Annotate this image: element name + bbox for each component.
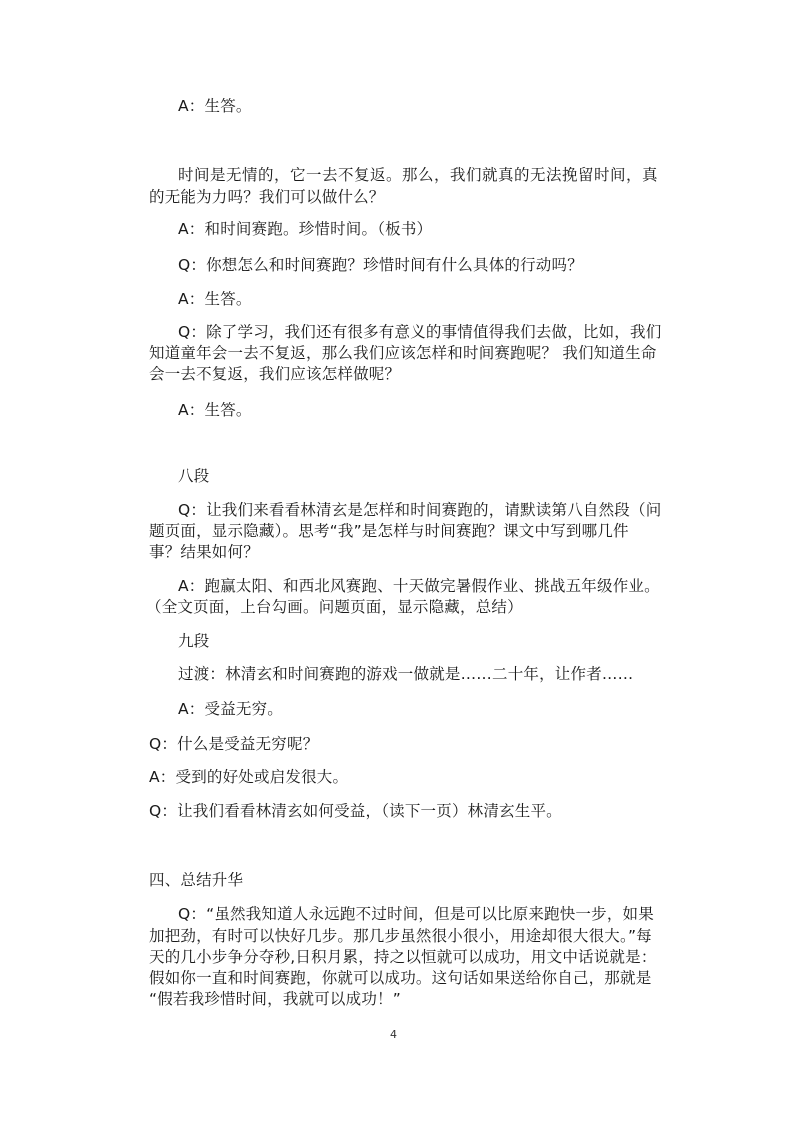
text-line: 过渡：林清玄和时间赛跑的游戏一做就是……二十年，让作者…… xyxy=(178,665,634,683)
text-line: 加把劲，有时可以快好几步。那几步虽然很小很小，用途却很大很大。”每 xyxy=(149,927,652,945)
text-line: A：跑赢太阳、和西北风赛跑、十天做完暑假作业、挑战五年级作业。 xyxy=(178,577,660,595)
text-line: Q：“虽然我知道人永远跑不过时间，但是可以比原来跑快一步，如果 xyxy=(178,905,654,923)
text-line: A：受到的好处或启发很大。 xyxy=(149,768,349,786)
text-line: 的无能为力吗？我们可以做什么？ xyxy=(149,188,385,206)
text-line: （全文页面，上台勾画。问题页面，显示隐藏，总结） xyxy=(146,598,523,616)
text-line: A：和时间赛跑。珍惜时间。（板书） xyxy=(178,220,433,238)
page-number: 4 xyxy=(390,1028,397,1041)
text-line: 事？结果如何？ xyxy=(149,543,259,561)
text-line: A：生答。 xyxy=(178,401,252,419)
text-line: 时间是无情的，它一去不复返。那么，我们就真的无法挽留时间，真 xyxy=(178,166,659,184)
text-line: Q：让我们看看林清玄如何受益，（读下一页）林清玄生平。 xyxy=(149,802,562,820)
text-line: Q：让我们来看看林清玄是怎样和时间赛跑的，请默读第八自然段（问 xyxy=(178,501,662,519)
text-line: Q：什么是受益无穷呢？ xyxy=(149,735,319,753)
text-line: “假若我珍惜时间，我就可以成功！” xyxy=(149,990,401,1008)
text-line: Q：你想怎么和时间赛跑？珍惜时间有什么具体的行动吗？ xyxy=(178,256,583,274)
section-heading: 四、总结升华 xyxy=(149,871,244,889)
text-line: A：生答。 xyxy=(178,290,252,308)
text-line: 假如你一直和时间赛跑，你就可以成功。这句话如果送给你自己，那就是 xyxy=(149,969,652,987)
text-line: 题页面，显示隐藏）。思考“我”是怎样与时间赛跑？课文中写到哪几件 xyxy=(149,522,629,540)
text-line: A：生答。 xyxy=(178,97,252,115)
text-line: A：受益无穷。 xyxy=(178,700,284,718)
text-line: 天的几小步争分夺秒,日积月累，持之以恒就可以成功，用文中话说就是： xyxy=(149,948,657,966)
text-line: 会一去不复返，我们应该怎样做呢？ xyxy=(149,365,401,383)
text-line: Q：除了学习，我们还有很多有意义的事情值得我们去做，比如，我们 xyxy=(178,323,662,341)
section-heading: 九段 xyxy=(178,632,210,650)
text-line: 知道童年会一去不复返，那么我们应该怎样和时间赛跑呢？ 我们知道生命 xyxy=(149,344,657,362)
section-heading: 八段 xyxy=(178,467,210,485)
